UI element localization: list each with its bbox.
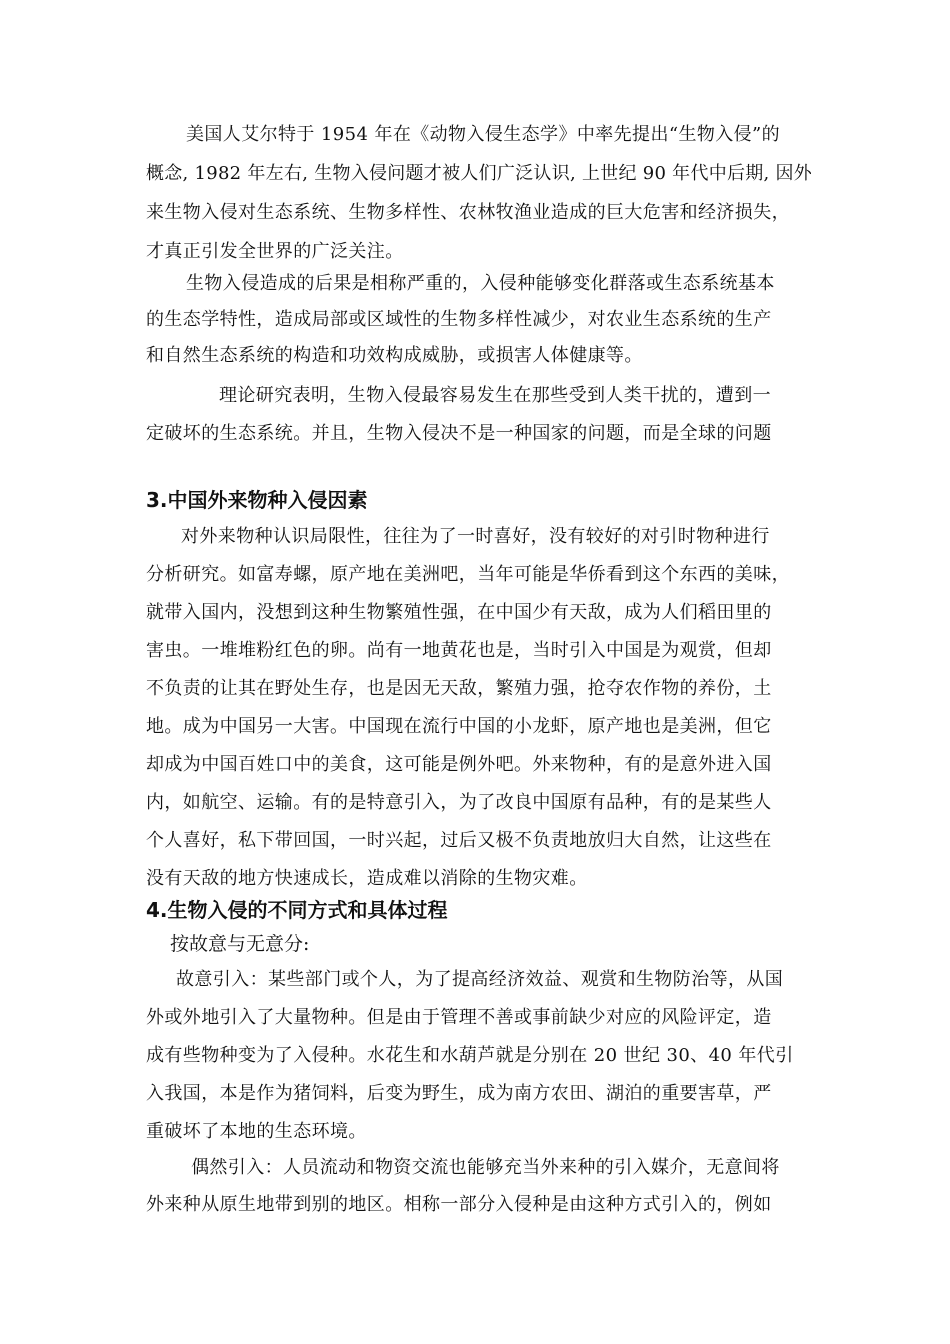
paragraph-5-line-3: 成有些物种变为了入侵种。水花生和水葫芦就是分别在 20 世纪 30、40 年代引 xyxy=(146,1045,794,1066)
section-heading-3: 3.中国外来物种入侵因素 xyxy=(146,488,368,512)
paragraph-4-line-3: 就带入国内，没想到这种生物繁殖性强，在中国少有天敌，成为人们稻田里的 xyxy=(146,602,772,623)
paragraph-2-line-1: 生物入侵造成的后果是相称严重的，入侵种能够变化群落或生态系统基本 xyxy=(186,273,775,294)
paragraph-1-line-4: 才真正引发全世界的广泛关注。 xyxy=(146,241,404,262)
subheading-classification: 按故意与无意分: xyxy=(170,933,310,955)
paragraph-2-line-3: 和自然生态系统的构造和功效构成威胁，或损害人体健康等。 xyxy=(146,345,643,366)
paragraph-2-line-2: 的生态学特性，造成局部或区域性的生物多样性减少，对农业生态系统的生产 xyxy=(146,309,772,330)
paragraph-4-line-6: 地。成为中国另一大害。中国现在流行中国的小龙虾，原产地也是美洲，但它 xyxy=(146,716,772,737)
paragraph-5-line-5: 重破坏了本地的生态环境。 xyxy=(146,1121,367,1142)
paragraph-3-line-2: 定破坏的生态系统。并且，生物入侵决不是一种国家的问题，而是全球的问题 xyxy=(146,423,772,444)
paragraph-5-line-2: 外或外地引入了大量物种。但是由于管理不善或事前缺少对应的风险评定，造 xyxy=(146,1007,772,1028)
paragraph-4-line-2: 分析研究。如富寿螺，原产地在美洲吧，当年可能是华侨看到这个东西的美味， xyxy=(146,564,790,585)
paragraph-6-line-1: 偶然引入：人员流动和物资交流也能够充当外来种的引入媒介，无意间将 xyxy=(191,1157,780,1178)
paragraph-3-line-1: 理论研究表明，生物入侵最容易发生在那些受到人类干扰的，遭到一 xyxy=(219,385,771,406)
paragraph-1-line-2: 概念, 1982 年左右, 生物入侵问题才被人们广泛认识, 上世纪 90 年代中后期, 因外 xyxy=(146,163,813,184)
paragraph-4-line-8: 内，如航空、运输。有的是特意引入，为了改良中国原有品种，有的是某些人 xyxy=(146,792,772,813)
paragraph-1-line-1: 美国人艾尔特于 1954 年在《动物入侵生态学》中率先提出“生物入侵”的 xyxy=(186,124,781,145)
paragraph-4-line-1: 对外来物种认识局限性，往往为了一时喜好，没有较好的对引时物种进行 xyxy=(181,526,770,547)
paragraph-4-line-5: 不负责的让其在野处生存，也是因无天敌，繁殖力强，抢夺农作物的养份，土 xyxy=(146,678,772,699)
paragraph-1-line-3: 来生物入侵对生态系统、生物多样性、农林牧渔业造成的巨大危害和经济损失， xyxy=(146,202,790,223)
paragraph-5-line-1: 故意引入：某些部门或个人，为了提高经济效益、观赏和生物防治等，从国 xyxy=(176,969,784,990)
paragraph-4-line-7: 却成为中国百姓口中的美食，这可能是例外吧。外来物种，有的是意外进入国 xyxy=(146,754,772,775)
paragraph-6-line-2: 外来种从原生地带到别的地区。相称一部分入侵种是由这种方式引入的，例如 xyxy=(146,1194,772,1215)
paragraph-5-line-4: 入我国，本是作为猪饲料，后变为野生，成为南方农田、湖泊的重要害草，严 xyxy=(146,1083,772,1104)
paragraph-4-line-9: 个人喜好，私下带回国，一时兴起，过后又极不负责地放归大自然，让这些在 xyxy=(146,830,772,851)
paragraph-4-line-10: 没有天敌的地方快速成长，造成难以消除的生物灾难。 xyxy=(146,868,588,889)
paragraph-4-line-4: 害虫。一堆堆粉红色的卵。尚有一地黄花也是，当时引入中国是为观赏，但却 xyxy=(146,640,772,661)
section-heading-4: 4.生物入侵的不同方式和具体过程 xyxy=(146,898,448,922)
